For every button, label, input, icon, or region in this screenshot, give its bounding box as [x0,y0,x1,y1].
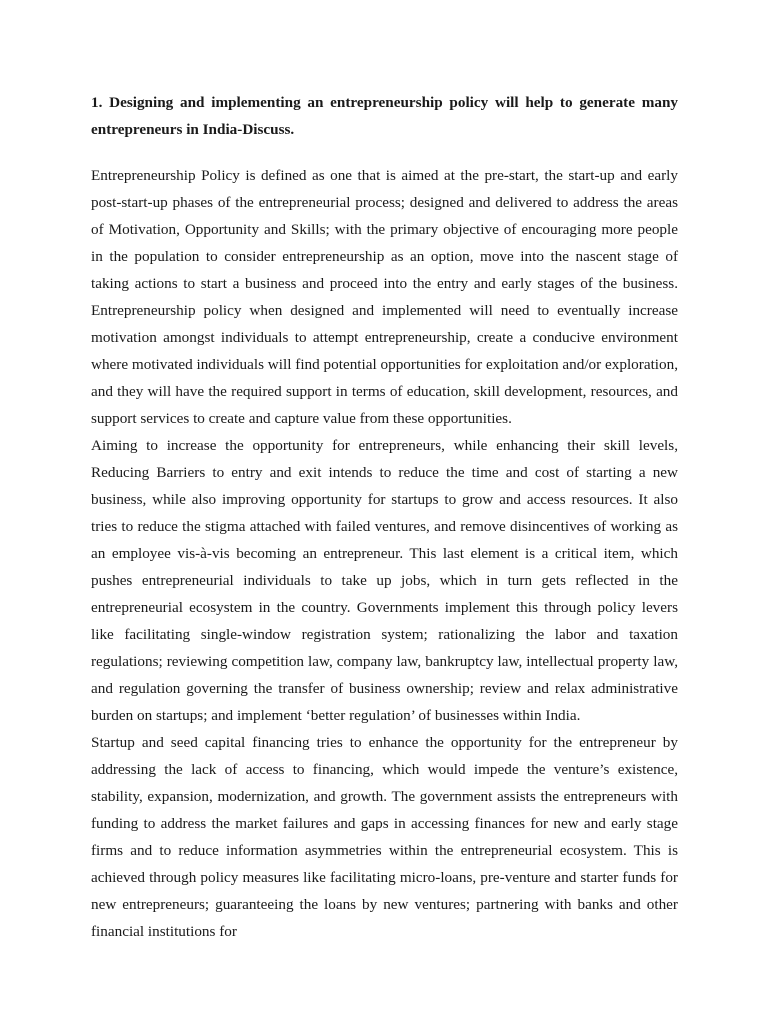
document-body [91,89,678,945]
question-heading: 1. Designing and implementing an entrepreneurship policy will help to generate many entrepreneurs in India-Discuss. [91,94,678,138]
paragraph-reducing-barriers: Aiming to increase the opportunity for entrepreneurs, while enhancing their skill levels, Reducing Barriers to entry and exit intends to reduce the time and cost of starting a new business, while also improving opportunity for startups to grow and access resources. It also tries to reduce the stigma attached with failed ventures, and remove disincentives of working as an employee vis-à-vis becoming an entrepreneur. This last element is a critical item, which pushes entrepreneurial individuals to take up jobs, which in turn gets reflected in the entrepreneurial ecosystem in the country. Governments implement this through policy levers like facilitating single-window registration system; rationalizing the labor and taxation regulations; reviewing competition law, company law, bankruptcy law, intellectual property law, and regulation governing the transfer of business ownership; review and relax administrative burden on startups; and implement ‘better regulation’ of businesses within India. [91,437,678,724]
paragraph-startup-financing: Startup and seed capital financing tries to enhance the opportunity for the entrepreneur by addressing the lack of access to financing, which would impede the venture’s existence, stability, expansion, modernization, and growth. The government assists the entrepreneurs with funding to address the market failures and gaps in accessing finances for new and early stage firms and to reduce information asymmetries within the entrepreneurial ecosystem. This is achieved through policy measures like facilitating micro-loans, pre-venture and starter funds for new entrepreneurs; guaranteeing the loans by new ventures; partnering with banks and other financial institutions for [91,734,678,940]
paragraph-entrepreneurship-policy: Entrepreneurship Policy is defined as one that is aimed at the pre-start, the start-up and early post-start-up phases of the entrepreneurial process; designed and delivered to address the areas of Motivation, Opportunity and Skills; with the primary objective of encouraging more people in the population to consider entrepreneurship as an option, move into the nascent stage of taking actions to start a business and proceed into the entry and early stages of the business. Entrepreneurship policy when designed and implemented will need to eventually increase motivation amongst individuals to attempt entrepreneurship, create a conducive environment where motivated individuals will find potential opportunities for exploitation and/or exploration, and they will have the required support in terms of education, skill development, resources, and support services to create and capture value from these opportunities. [91,167,678,427]
